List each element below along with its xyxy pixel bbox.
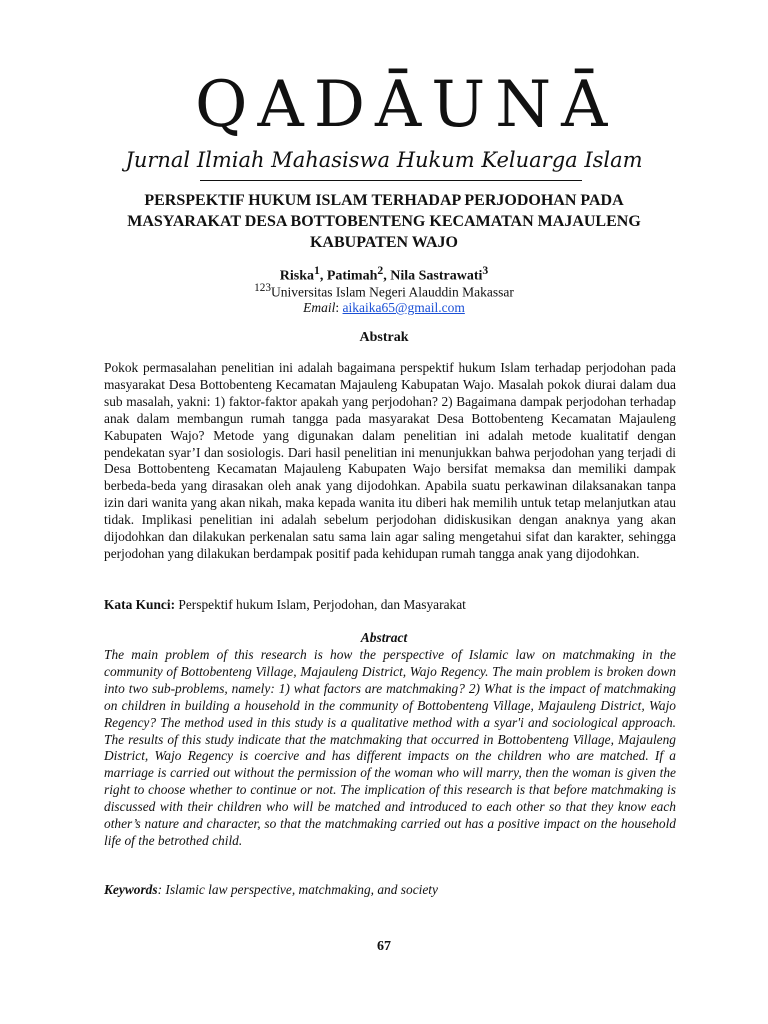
affiliation-sup: 123: [254, 282, 271, 294]
abstrak-heading: Abstrak: [359, 330, 409, 345]
author-sup: 2: [377, 264, 384, 277]
article-title: PERSPEKTIF HUKUM ISLAM TERHADAP PERJODOHAN PADA MASYARAKAT DESA BOTTOBENTENG KECAMATAN MAJAULENG KABUPATEN WAJO: [127, 192, 641, 251]
journal-subtitle: Jurnal Ilmiah Mahasiswa Hukum Keluarga Islam: [125, 148, 643, 172]
author-name: Nila Sastrawati: [390, 268, 483, 284]
kata-kunci-line: [104, 597, 676, 613]
kata-kunci-label: Kata Kunci:: [104, 597, 176, 612]
affiliation-text: Universitas Islam Negeri Alauddin Makassar: [270, 284, 514, 300]
journal-logo-text: QADĀUNĀ: [195, 68, 618, 142]
email-label: Email: [303, 300, 336, 315]
abstrak-body: Pokok permasalahan penelitian ini adalah bagaimana perspektif hukum Islam terhadap perjodohan pada masyarakat Desa Bottobenteng Kecamatan Majauleng Kabupatan Wajo. Masalah pokok diurai dalam dua sub masalah, yakni: 1) faktor-faktor apakah yang perjodohan? 2) Bagaimana dampak perjodohan terhadap anak dalam membangun rumah tangga pada masyarakat Desa Bottobenteng Kecamatan Majauleng Kabupaten Wajo? Metode yang digunakan dalam penelitian ini adalah metode kualitatif dengan pendekatan syar’I dan sosiologis. Dari hasil penelitian ini menunjukkan bahwa perjodohan yang terjadi di Desa Bottobenteng Kecamatan Majauleng Kabupaten Wajo bersifat memaksa dan memiliki dampak berbeda-beda yang dirasakan oleh anak yang dijodohkan. Apabila suatu perkawinan dilaksanakan tanpa izin dari wanita yang akan nikah, maka kepada wanita itu diberi hak memilih untuk tetap melanjutkan atau tidak. Implikasi penelitian ini adalah sebelum perjodohan didiskusikan dengan anaknya yang akan dijodohkan dan dilakukan perkenalan satu sama lain agar saling mengetahui sifat dan karakter, sehingga perjodohan yang dilakukan berdampak positif pada kehidupan rumah tangga anak yang dijodohkan.: [104, 360, 676, 561]
keywords-line: [104, 882, 676, 898]
author-sup: 3: [482, 264, 489, 277]
author-name: Riska: [279, 268, 314, 284]
page-number: 67: [377, 939, 391, 954]
author-sup: 1: [314, 264, 320, 277]
masthead-divider: [200, 180, 582, 181]
author-name: Patimah: [326, 268, 378, 284]
author-list: Riska$^1$, Patimah$^2$, Nila Sastrawati$^3$: [279, 264, 489, 284]
abstract-body: The main problem of this research is how the perspective of Islamic law on matchmaking in the community of Bottobenteng Village, Majauleng District, Wajo Regency. The main problem is broken down into two sub-problems, namely: 1) what factors are matchmaking? 2) What is the impact of matchmaking on children in building a household in the community of Bottobenteng Village, Majauleng District, Wajo Regency? The method used in this study is a qualitative method with a syar'i and sociological approach. The results of this study indicate that the matchmaking that occurred in Bottobenteng Village, Majauleng District, Wajo Regency is coercive and has different impacts on the children who are matched. If a marriage is carried out without the permission of the woman who will marry, then the woman is given the right to choose whether to continue or not. The implication of this research is that before matchmaking is discussed with their children who will be matched and introduced to each other so that they know each other’s nature and character, so that the matchmaking carried out has a positive impact on the household life of the betrothed child.: [104, 647, 676, 848]
email-line: Email: aikaika65@gmail.com: [303, 300, 465, 315]
email-link[interactable]: aikaika65@gmail.com: [342, 300, 465, 315]
keywords-text: : Islamic law perspective, matchmaking, and society: [157, 882, 438, 897]
kata-kunci-text: Perspektif hukum Islam, Perjodohan, dan Masyarakat: [178, 597, 466, 612]
keywords-label: Keywords: [104, 882, 158, 897]
journal-masthead: [0, 50, 768, 190]
journal-logo: [195, 60, 618, 150]
affiliation: [0, 282, 768, 301]
abstract-heading: Abstract: [360, 630, 408, 645]
